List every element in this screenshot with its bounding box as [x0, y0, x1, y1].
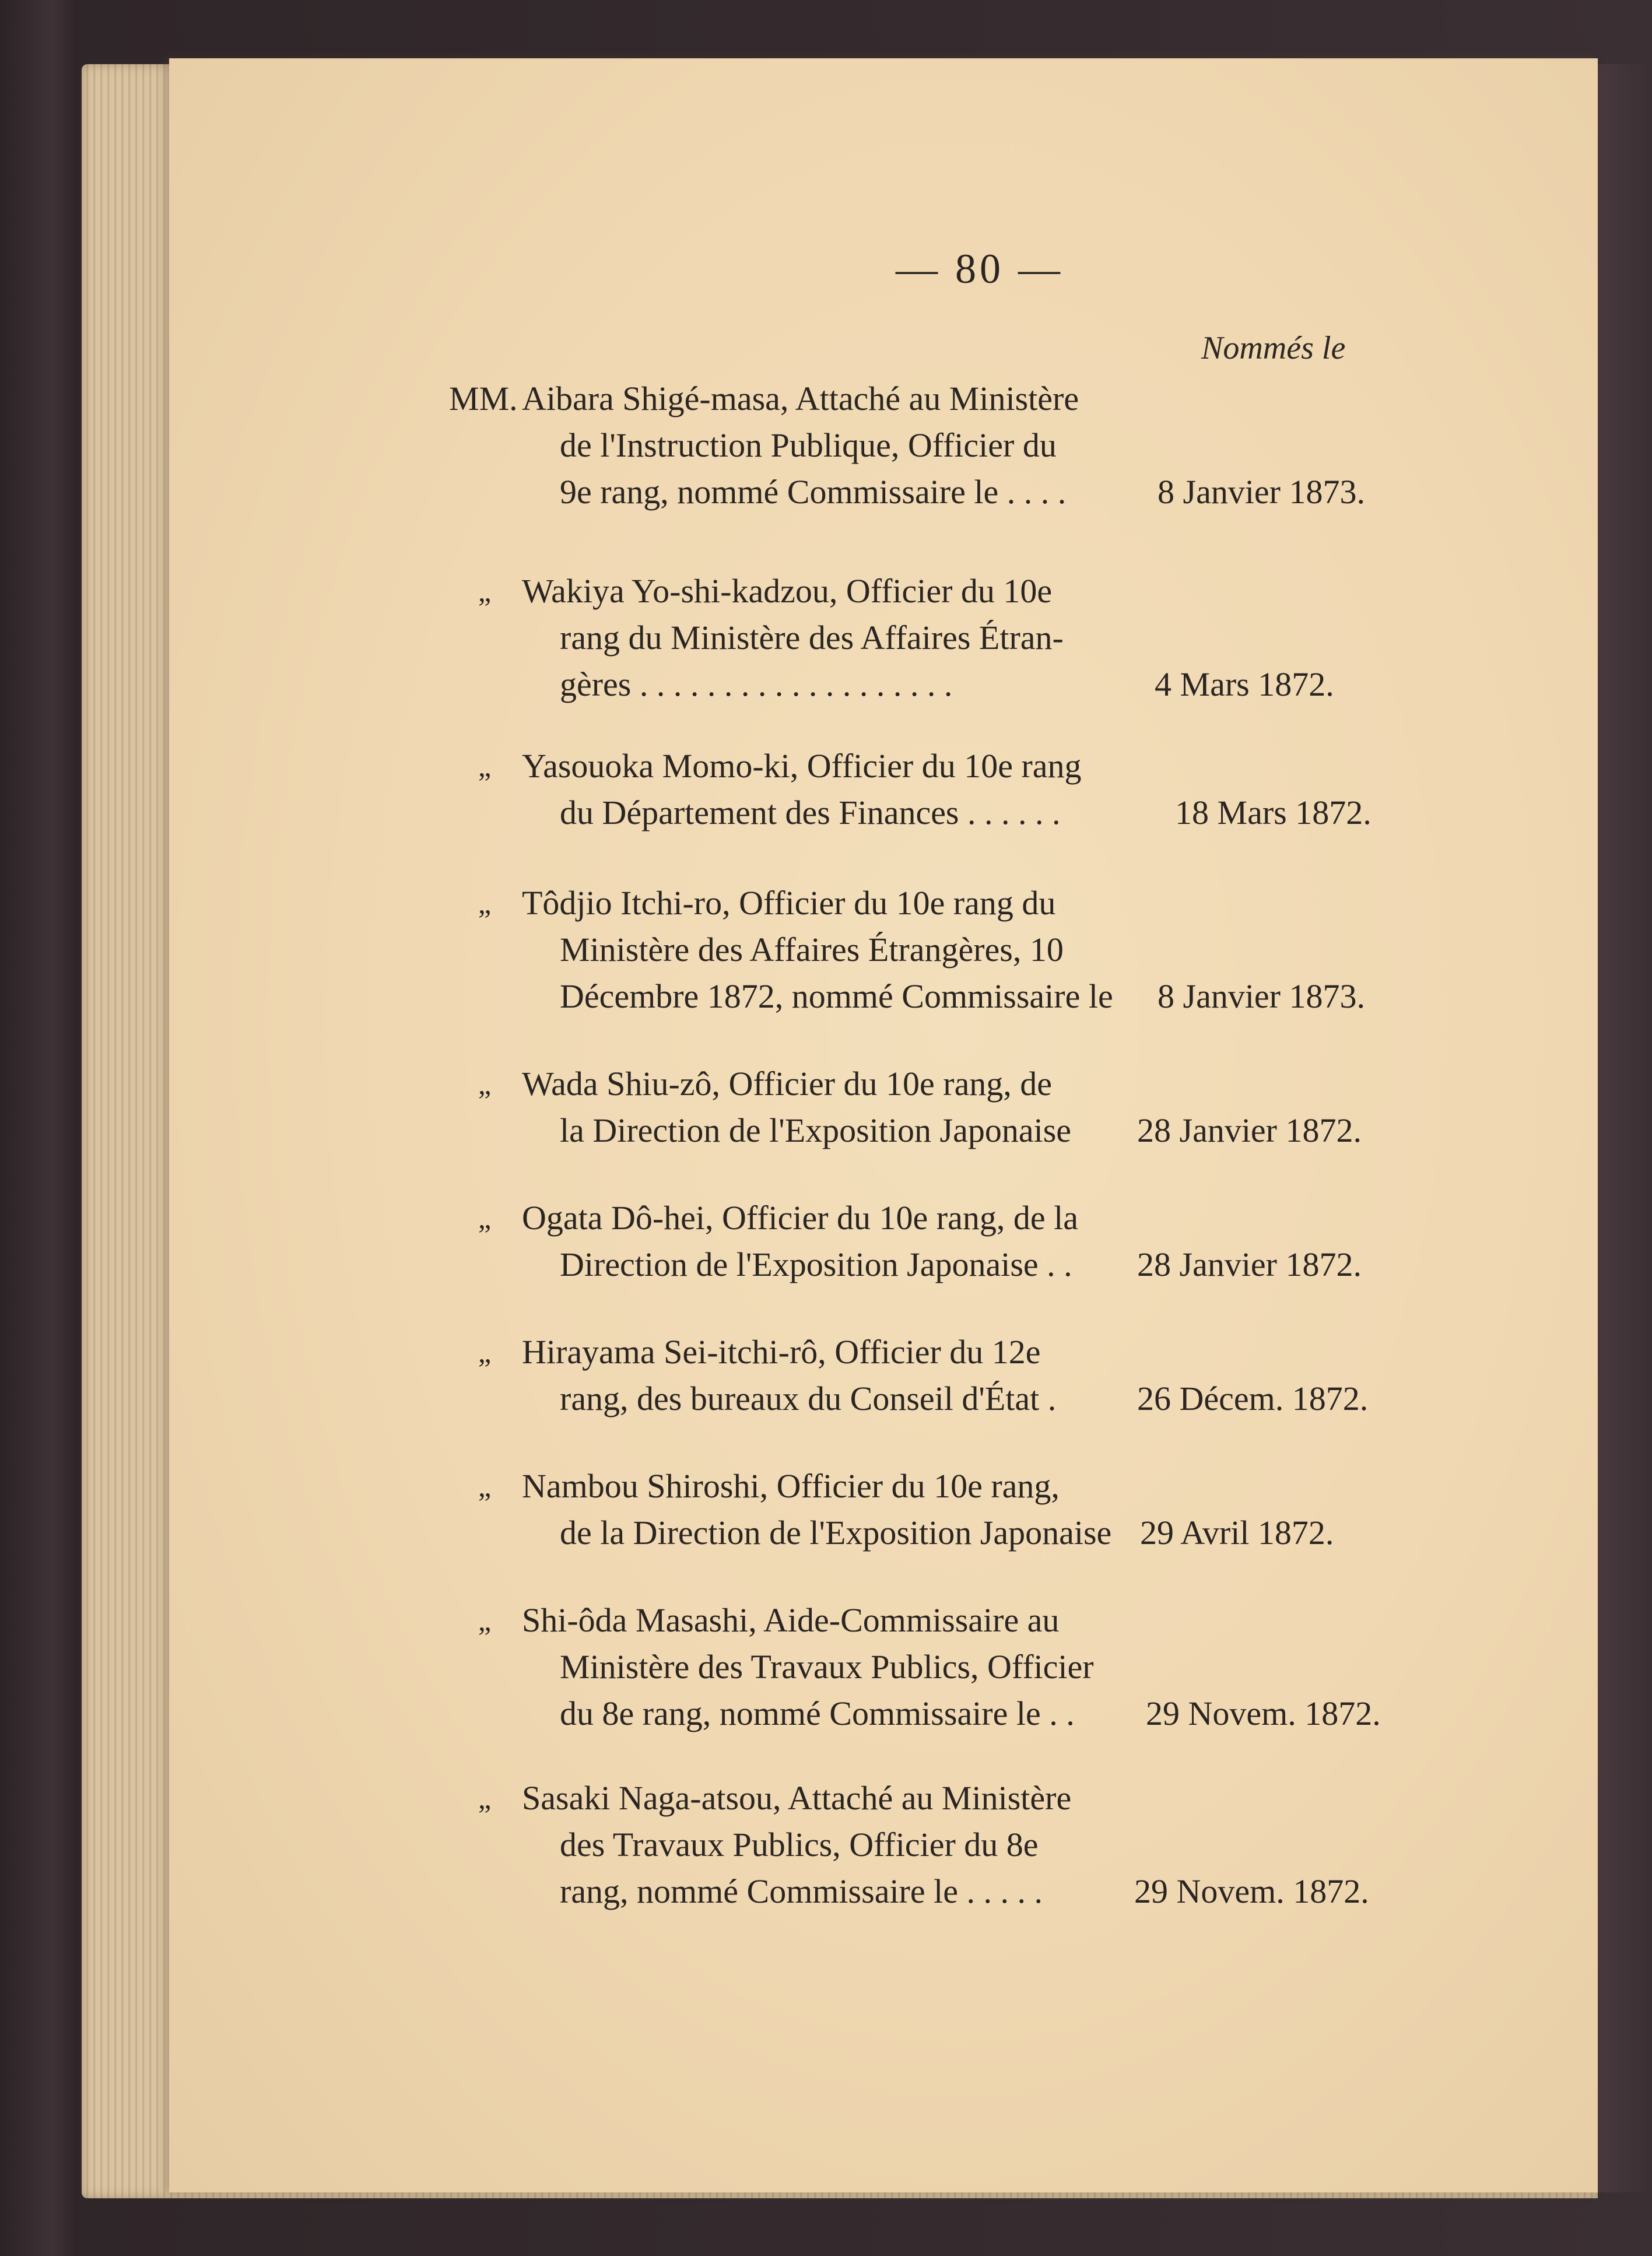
appointment-date: 29 Novem. 1872.: [1134, 1872, 1369, 1910]
entry-text-line: Ministère des Travaux Publics, Officier: [560, 1648, 1094, 1686]
entry-name-line: Wakiya Yo-shi-kadzou, Officier du 10e: [522, 572, 1053, 610]
ditto-marker: „: [478, 1068, 492, 1100]
entry-text-line: Ministère des Affaires Étrangères, 10: [560, 931, 1064, 969]
entry-name-line: Wada Shiu-zô, Officier du 10e rang, de: [522, 1065, 1053, 1103]
entry-text-line: rang, des bureaux du Conseil d'État .: [560, 1380, 1057, 1418]
entry-text-line: rang du Ministère des Affaires Étran-: [560, 619, 1064, 657]
entry-text-line: du Département des Finances . . . . . .: [560, 794, 1061, 831]
ditto-marker: „: [478, 1336, 492, 1369]
entry-name-line: Hirayama Sei-itchi-rô, Officier du 12e: [522, 1333, 1041, 1371]
entry-text-line: 9e rang, nommé Commissaire le . . . .: [560, 473, 1067, 511]
appointment-date: 8 Janvier 1873.: [1158, 977, 1365, 1015]
appointment-date: 29 Novem. 1872.: [1146, 1694, 1381, 1732]
entry-text-line: des Travaux Publics, Officier du 8e: [560, 1826, 1039, 1864]
entry-text-line: rang, nommé Commissaire le . . . . .: [560, 1872, 1043, 1910]
entry-text-line: gères . . . . . . . . . . . . . . . . . . .: [560, 665, 953, 703]
ditto-marker: „: [478, 1202, 492, 1234]
entry-name-line: Ogata Dô-hei, Officier du 10e rang, de la: [522, 1199, 1078, 1237]
appointment-date: 8 Janvier 1873.: [1158, 473, 1365, 511]
entry-name-line: Shi-ôda Masashi, Aide-Commissaire au: [522, 1601, 1060, 1639]
entry-text-line: Décembre 1872, nommé Commissaire le: [560, 977, 1113, 1015]
entry-text-line: de la Direction de l'Exposition Japonaise: [560, 1514, 1112, 1552]
names-prefix: MM.: [449, 380, 518, 417]
ditto-marker: „: [478, 887, 492, 920]
entry-name-line: Aibara Shigé-masa, Attaché au Ministère: [522, 380, 1079, 417]
entry-text-line: de l'Instruction Publique, Officier du: [560, 426, 1057, 464]
entry-text-line: du 8e rang, nommé Commissaire le . .: [560, 1694, 1075, 1732]
appointment-date: 28 Janvier 1872.: [1137, 1245, 1362, 1283]
entry-name-line: Nambou Shiroshi, Officier du 10e rang,: [522, 1467, 1060, 1505]
appointment-date: 28 Janvier 1872.: [1137, 1111, 1362, 1149]
column-header-appointment-date: Nommés le: [1201, 330, 1346, 366]
entry-text-line: la Direction de l'Exposition Japonaise: [560, 1111, 1072, 1149]
appointment-date: 26 Décem. 1872.: [1137, 1380, 1369, 1418]
ditto-marker: „: [478, 1782, 492, 1815]
ditto-marker: „: [478, 575, 492, 608]
entry-name-line: Tôdjio Itchi-ro, Officier du 10e rang du: [522, 884, 1056, 922]
ditto-marker: „: [478, 1470, 492, 1503]
appointment-date: 18 Mars 1872.: [1175, 794, 1372, 831]
entry-name-line: Yasouoka Momo-ki, Officier du 10e rang: [522, 747, 1082, 785]
entry-text-line: Direction de l'Exposition Japonaise . .: [560, 1245, 1072, 1283]
page-number: — 80 —: [896, 245, 1064, 292]
appointment-date: 29 Avril 1872.: [1140, 1514, 1334, 1552]
appointment-date: 4 Mars 1872.: [1155, 665, 1334, 703]
entry-name-line: Sasaki Naga-atsou, Attaché au Ministère: [522, 1779, 1072, 1817]
ditto-marker: „: [478, 750, 492, 783]
ditto-marker: „: [478, 1604, 492, 1637]
